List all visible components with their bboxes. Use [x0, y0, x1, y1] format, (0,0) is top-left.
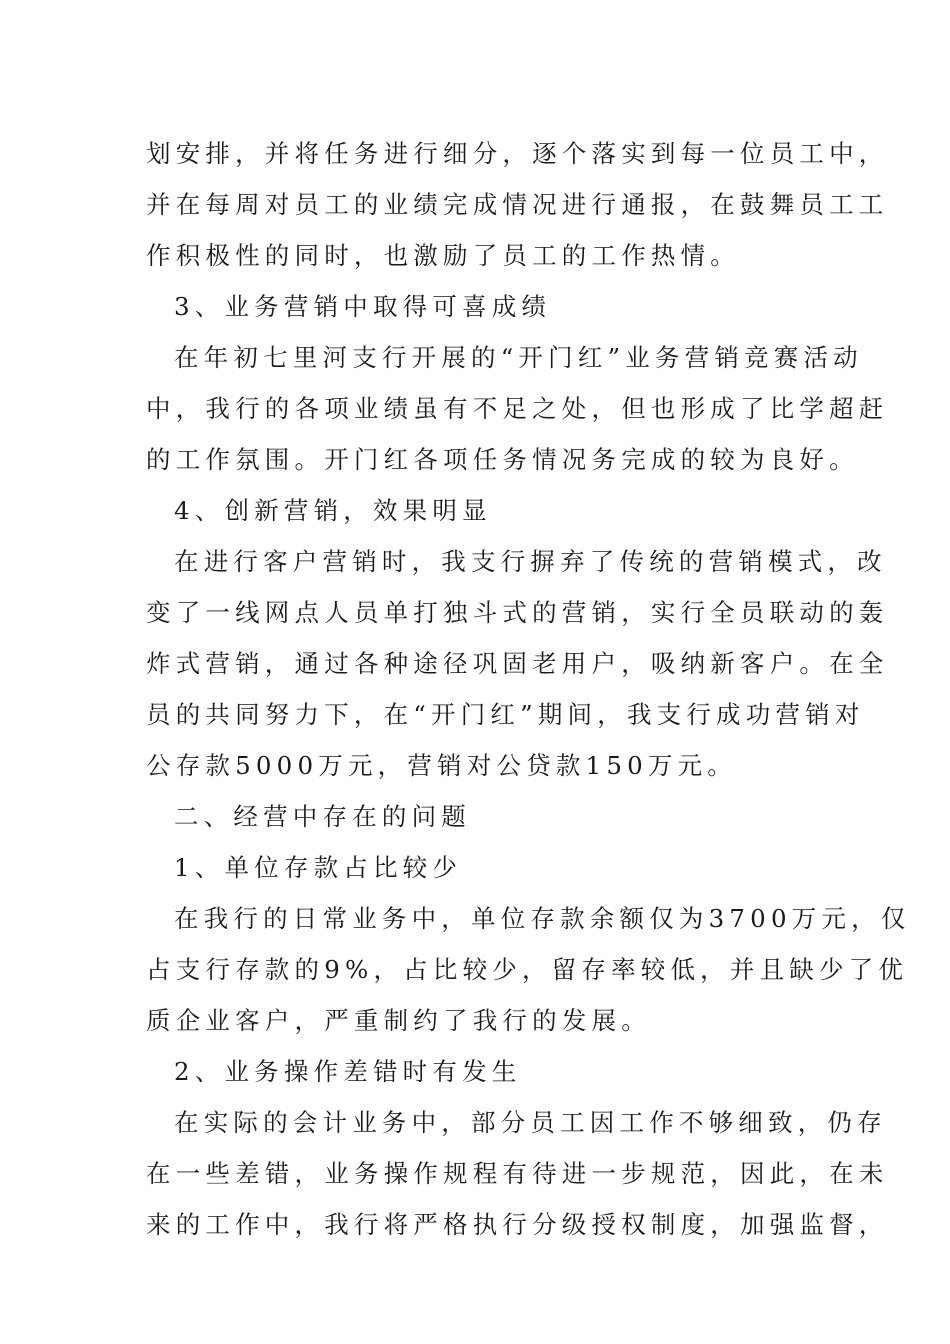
text-line: 作积极性的同时，也激励了员工的工作热情。: [146, 241, 740, 270]
text-line: 质企业客户，严重制约了我行的发展。: [146, 1006, 651, 1035]
text-line: 炸式营销，通过各种途径巩固老用户，吸纳新客户。在全: [146, 649, 889, 678]
text-line: 在进行客户营销时，我支行摒弃了传统的营销模式，改: [174, 547, 887, 576]
text-line: 在一些差错，业务操作规程有待进一步规范，因此，在未: [146, 1159, 889, 1188]
text-line: 在我行的日常业务中，单位存款余额仅为3700万元，仅: [174, 904, 911, 933]
text-line: 并在每周对员工的业绩完成情况进行通报，在鼓舞员工工: [146, 190, 889, 219]
section-heading: 1、单位存款占比较少: [174, 853, 463, 882]
text-line: 占支行存款的9%，占比较少，留存率较低，并且缺少了优: [146, 955, 909, 984]
text-line: 变了一线网点人员单打独斗式的营销，实行全员联动的轰: [146, 598, 889, 627]
section-heading: 3、业务营销中取得可喜成绩: [174, 292, 552, 321]
text-line: 在年初七里河支行开展的“开门红”业务营销竞赛活动: [174, 343, 863, 372]
text-line: 中，我行的各项业绩虽有不足之处，但也形成了比学超赶: [146, 394, 889, 423]
text-line: 员的共同努力下，在“开门红”期间，我支行成功营销对: [146, 700, 865, 729]
text-line: 划安排，并将任务进行细分，逐个落实到每一位员工中，: [146, 139, 889, 168]
text-line: 在实际的会计业务中，部分员工因工作不够细致，仍存: [174, 1108, 887, 1137]
text-line: 来的工作中，我行将严格执行分级授权制度，加强监督，: [146, 1210, 889, 1239]
text-line: 的工作氛围。开门红各项任务情况务完成的较为良好。: [146, 445, 859, 474]
section-heading: 二、经营中存在的问题: [174, 802, 471, 831]
body-text: [146, 128, 911, 1250]
text-line: 公存款5000万元，营销对公贷款150万元。: [146, 751, 738, 780]
section-heading: 2、业务操作差错时有发生: [174, 1057, 522, 1086]
section-heading: 4、创新营销，效果明显: [174, 496, 492, 525]
